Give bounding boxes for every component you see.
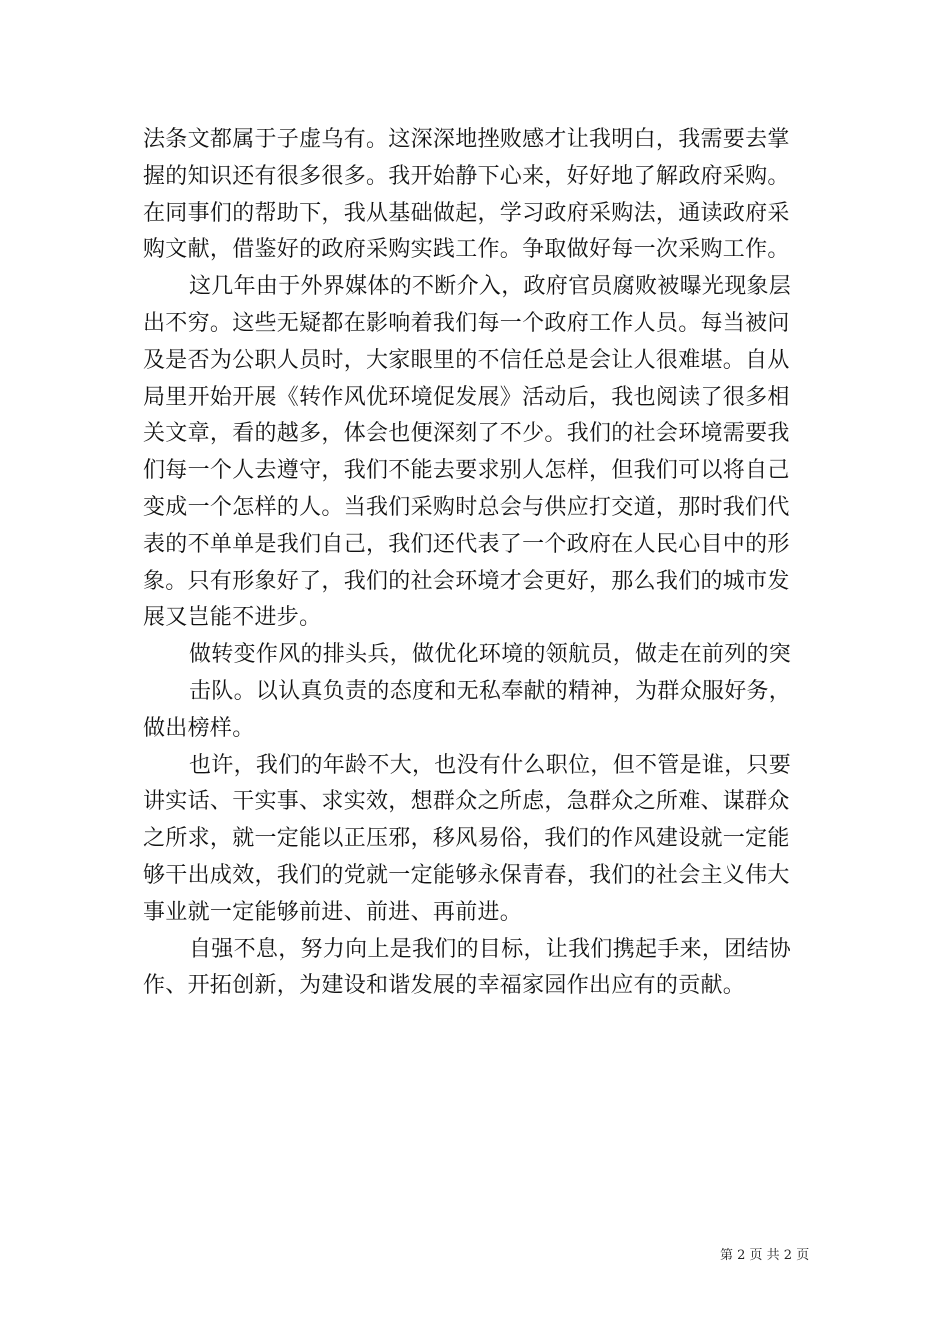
document-body [143, 122, 813, 1005]
text-line: 局里开始开展《转作风优环境促发展》活动后，我也阅读了很多相 [143, 384, 790, 410]
text-line: 这几年由于外界媒体的不断介入，政府官员腐败被曝光现象层 [189, 274, 792, 300]
text-line: 展又岂能不进步。 [143, 605, 322, 631]
text-line: 及是否为公职人员时，大家眼里的不信任总是会让人很难堪。自从 [143, 347, 790, 373]
text-line: 关文章，看的越多，体会也便深刻了不少。我们的社会环境需要我 [143, 421, 790, 447]
text-line: 在同事们的帮助下，我从基础做起，学习政府采购法，通读政府采 [143, 200, 790, 226]
page-number-footer: 第 2 页 共 2 页 [720, 1248, 810, 1263]
text-line: 表的不单单是我们自己，我们还代表了一个政府在人民心目中的形 [143, 531, 790, 557]
text-line: 象。只有形象好了，我们的社会环境才会更好，那么我们的城市发 [143, 568, 790, 594]
text-line: 讲实话、干实事、求实效，想群众之所虑，急群众之所难、谋群众 [143, 789, 790, 815]
text-line: 也许，我们的年龄不大，也没有什么职位，但不管是谁，只要 [189, 752, 792, 778]
text-line: 之所求，就一定能以正压邪，移风易俗，我们的作风建设就一定能 [143, 826, 790, 852]
text-line: 事业就一定能够前进、前进、再前进。 [143, 899, 523, 925]
text-line: 出不穷。这些无疑都在影响着我们每一个政府工作人员。每当被问 [143, 310, 790, 336]
text-line: 握的知识还有很多很多。我开始静下心来，好好地了解政府采购。 [143, 163, 790, 189]
text-line: 购文献，借鉴好的政府采购实践工作。争取做好每一次采购工作。 [143, 237, 790, 263]
text-line: 自强不息，努力向上是我们的目标，让我们携起手来，团结协 [189, 936, 792, 962]
text-line: 做出榜样。 [143, 715, 255, 741]
text-line: 法条文都属于子虚乌有。这深深地挫败感才让我明白，我需要去掌 [143, 127, 790, 152]
text-line: 做转变作风的排头兵，做优化环境的领航员，做走在前列的突 [189, 642, 792, 668]
text-line: 们每一个人去遵守，我们不能去要求别人怎样，但我们可以将自己 [143, 458, 790, 484]
text-line: 击队。以认真负责的态度和无私奉献的精神，为群众服好务， [189, 678, 792, 704]
text-line: 变成一个怎样的人。当我们采购时总会与供应打交道，那时我们代 [143, 494, 790, 520]
text-line: 够干出成效，我们的党就一定能够永保青春，我们的社会主义伟大 [143, 862, 790, 888]
text-line: 作、开拓创新，为建设和谐发展的幸福家园作出应有的贡献。 [143, 973, 746, 999]
